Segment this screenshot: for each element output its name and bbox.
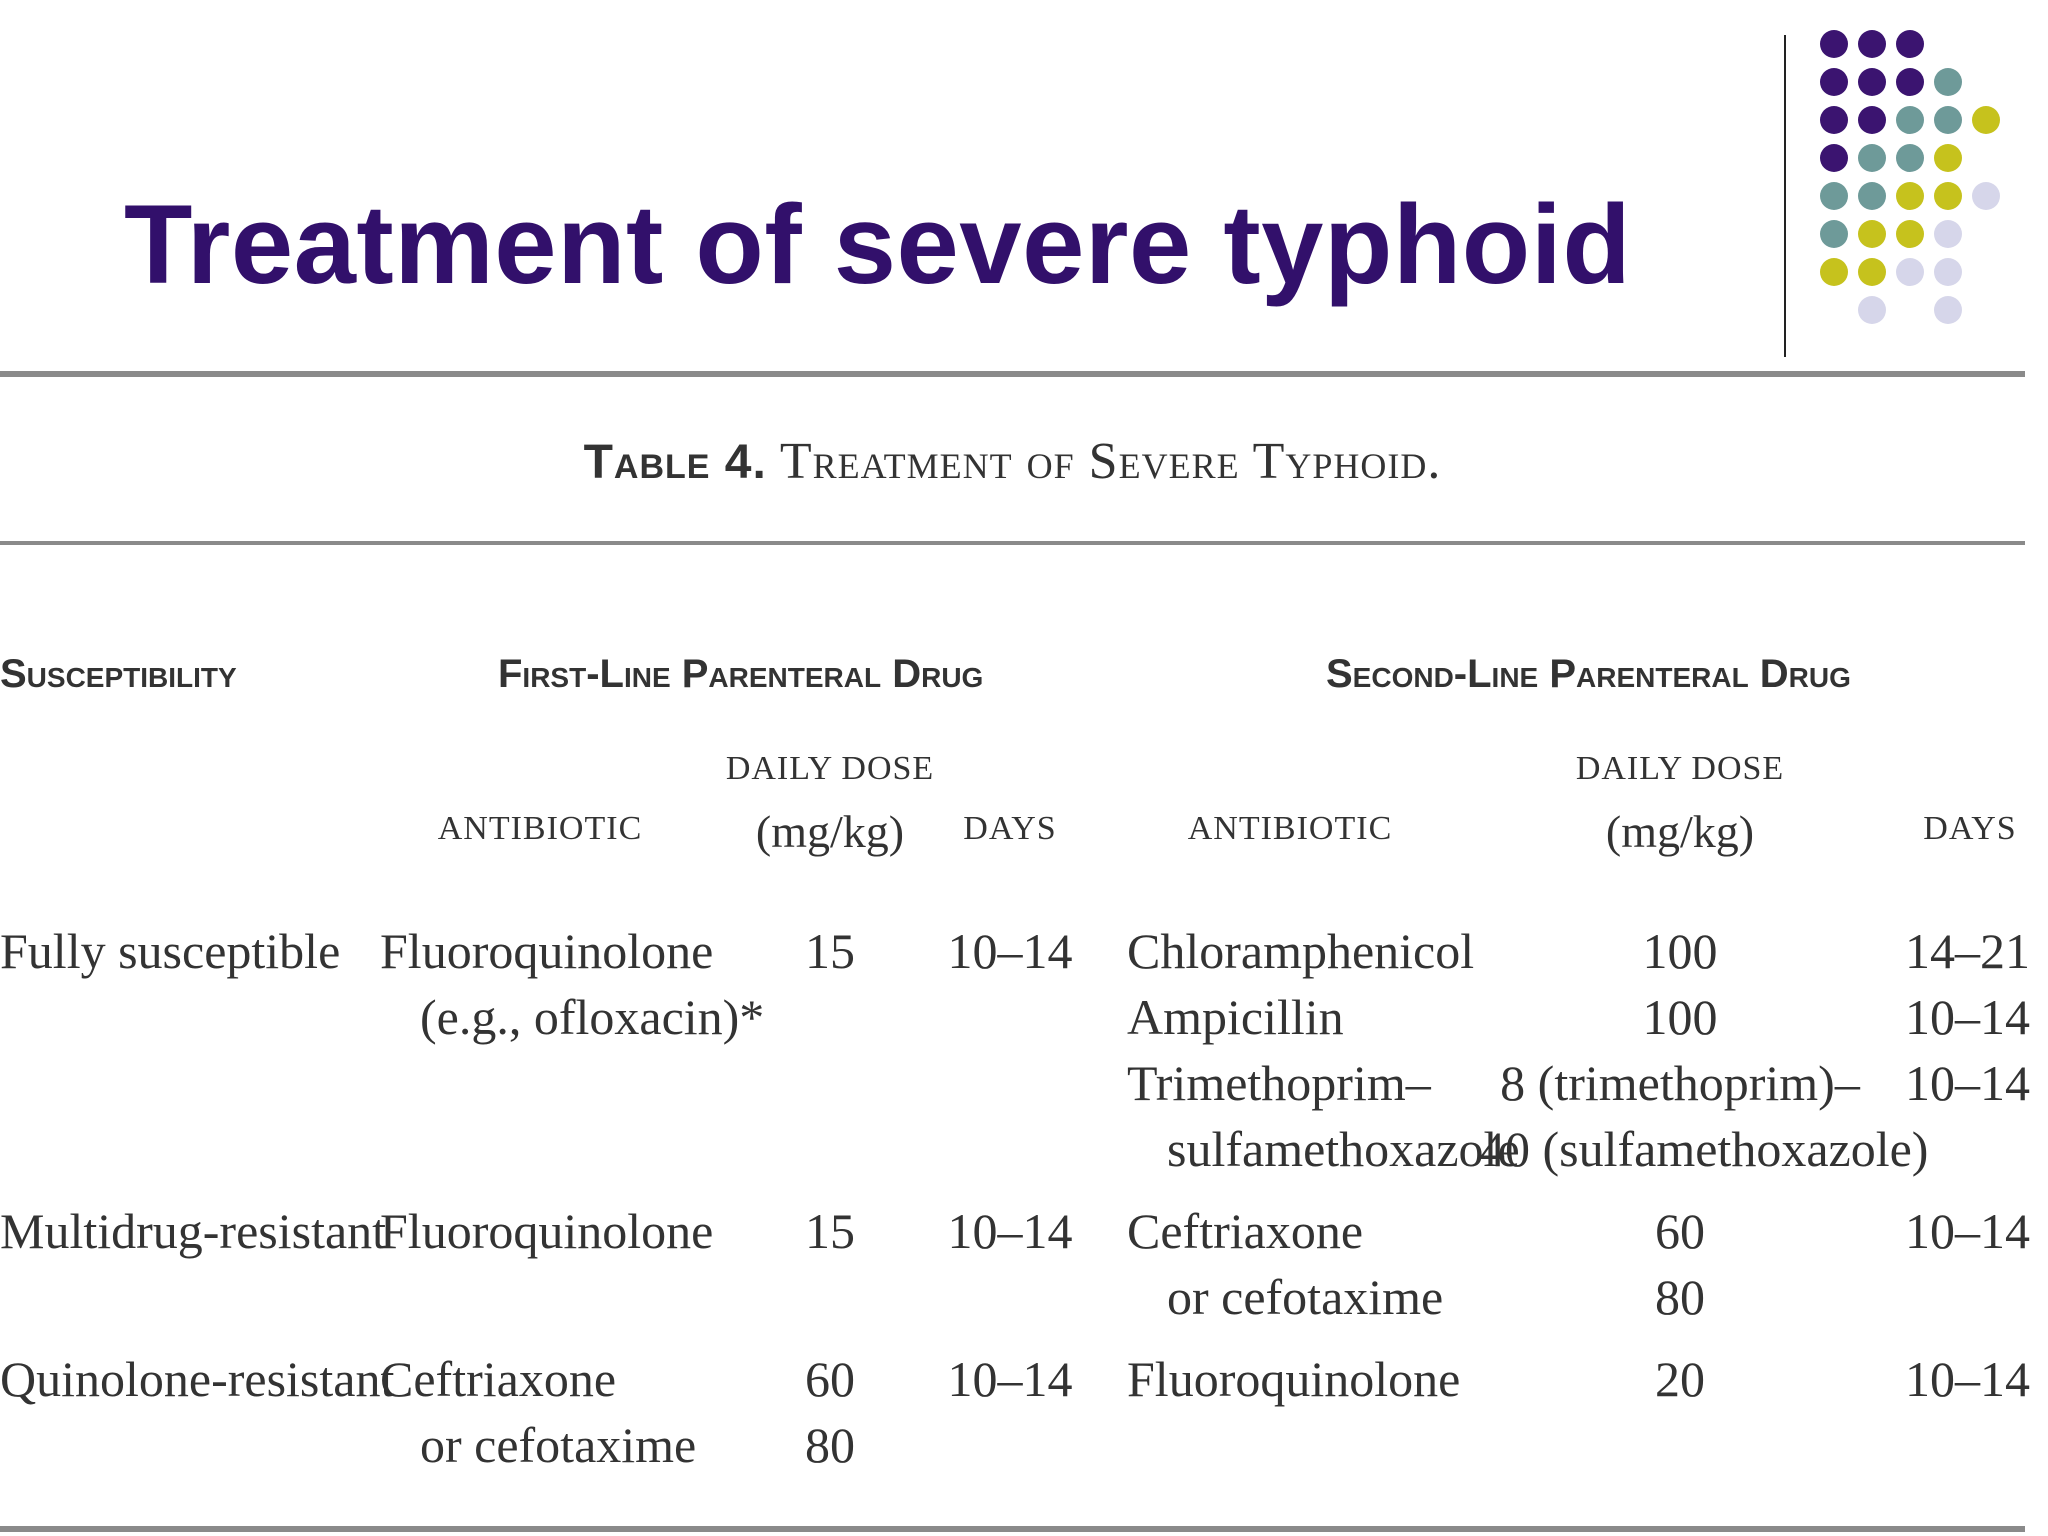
table-header-rule — [0, 541, 2025, 545]
decorative-dot — [1820, 182, 1848, 210]
cell-susceptibility: Quinolone-resistant — [0, 1351, 395, 1407]
slide-title: Treatment of severe typhoid — [124, 182, 1632, 307]
cell-first-dose: 15 — [805, 923, 855, 979]
decorative-dot — [1934, 182, 1962, 210]
decorative-dot — [1934, 68, 1962, 96]
table-caption — [0, 432, 2025, 491]
header-first-days: DAYS — [963, 810, 1057, 847]
title-divider — [1784, 35, 1786, 357]
decorative-dot — [1934, 258, 1962, 286]
decorative-dot — [1858, 106, 1886, 134]
cell-first-antibiotic: Fluoroquinolone — [380, 923, 714, 979]
decorative-dot — [1896, 258, 1924, 286]
cell-second-dose: 20 — [1655, 1351, 1705, 1407]
table-caption-text: Treatment of Severe Typhoid. — [779, 433, 1442, 490]
cell-second-antibiotic: Trimethoprim– — [1127, 1055, 1431, 1111]
decorative-dot — [1972, 182, 2000, 210]
header-second-daily-dose: DAILY DOSE — [1575, 750, 1785, 787]
cell-first-antibiotic-note: (e.g., ofloxacin)* — [420, 989, 765, 1045]
cell-first-days: 10–14 — [947, 923, 1073, 979]
cell-first-dose: 60 — [805, 1351, 855, 1407]
cell-second-dose: 40 (sulfamethoxazole) — [1480, 1121, 1929, 1177]
decorative-dot — [1896, 144, 1924, 172]
header-susceptibility: Susceptibility — [0, 652, 237, 696]
decorative-dot — [1858, 68, 1886, 96]
cell-first-antibiotic: or cefotaxime — [420, 1417, 697, 1473]
decorative-dot — [1896, 220, 1924, 248]
decorative-dot-grid — [1820, 30, 2020, 330]
decorative-dot — [1934, 296, 1962, 324]
cell-susceptibility: Fully susceptible — [0, 923, 341, 979]
cell-second-days: 10–14 — [1905, 989, 2030, 1045]
cell-first-days: 10–14 — [947, 1351, 1073, 1407]
header-first-antibiotic: ANTIBIOTIC — [437, 810, 643, 847]
decorative-dot — [1820, 106, 1848, 134]
decorative-dot — [1896, 106, 1924, 134]
decorative-dot — [1934, 220, 1962, 248]
cell-first-antibiotic: Ceftriaxone — [380, 1351, 617, 1407]
decorative-dot — [1934, 106, 1962, 134]
cell-susceptibility: Multidrug-resistant — [0, 1203, 387, 1259]
cell-first-antibiotic: Fluoroquinolone — [380, 1203, 714, 1259]
decorative-dot — [1858, 144, 1886, 172]
decorative-dot — [1858, 258, 1886, 286]
cell-first-dose: 80 — [805, 1417, 855, 1473]
decorative-dot — [1820, 68, 1848, 96]
cell-second-dose: 8 (trimethoprim)– — [1500, 1055, 1860, 1111]
cell-second-dose: 60 — [1655, 1203, 1705, 1259]
decorative-dot — [1896, 182, 1924, 210]
decorative-dot — [1858, 182, 1886, 210]
cell-second-dose: 80 — [1655, 1269, 1705, 1325]
header-second-days: DAYS — [1923, 810, 2017, 847]
decorative-dot — [1972, 106, 2000, 134]
cell-second-antibiotic: Fluoroquinolone — [1127, 1351, 1461, 1407]
decorative-dot — [1896, 30, 1924, 58]
cell-second-days: 10–14 — [1905, 1055, 2030, 1111]
table-caption-label: Table 4. — [583, 436, 767, 489]
header-second-unit: (mg/kg) — [1605, 806, 1755, 857]
header-second-antibiotic: ANTIBIOTIC — [1187, 810, 1393, 847]
cell-second-days: 10–14 — [1905, 1351, 2030, 1407]
cell-second-days: 10–14 — [1905, 1203, 2030, 1259]
table-bottom-rule — [0, 1526, 2025, 1532]
cell-second-dose: 100 — [1642, 923, 1718, 979]
decorative-dot — [1820, 220, 1848, 248]
cell-second-antibiotic: sulfamethoxazole — [1167, 1121, 1520, 1177]
decorative-dot — [1934, 144, 1962, 172]
cell-second-dose: 100 — [1642, 989, 1718, 1045]
cell-first-days: 10–14 — [947, 1203, 1073, 1259]
decorative-dot — [1820, 30, 1848, 58]
header-first-daily-dose: DAILY DOSE — [725, 750, 935, 787]
cell-second-days: 14–21 — [1905, 923, 2030, 979]
cell-first-dose: 15 — [805, 1203, 855, 1259]
decorative-dot — [1820, 258, 1848, 286]
cell-second-antibiotic: Ampicillin — [1127, 989, 1344, 1045]
decorative-dot — [1896, 68, 1924, 96]
cell-second-antibiotic: or cefotaxime — [1167, 1269, 1444, 1325]
table-top-rule — [0, 371, 2025, 377]
header-second-line: Second-Line Parenteral Drug — [1326, 652, 1851, 696]
cell-second-antibiotic: Chloramphenicol — [1127, 923, 1475, 979]
cell-second-antibiotic: Ceftriaxone — [1127, 1203, 1364, 1259]
decorative-dot — [1858, 296, 1886, 324]
header-first-line: First-Line Parenteral Drug — [498, 652, 984, 696]
header-first-unit: (mg/kg) — [755, 806, 905, 857]
decorative-dot — [1858, 30, 1886, 58]
decorative-dot — [1858, 220, 1886, 248]
decorative-dot — [1820, 144, 1848, 172]
